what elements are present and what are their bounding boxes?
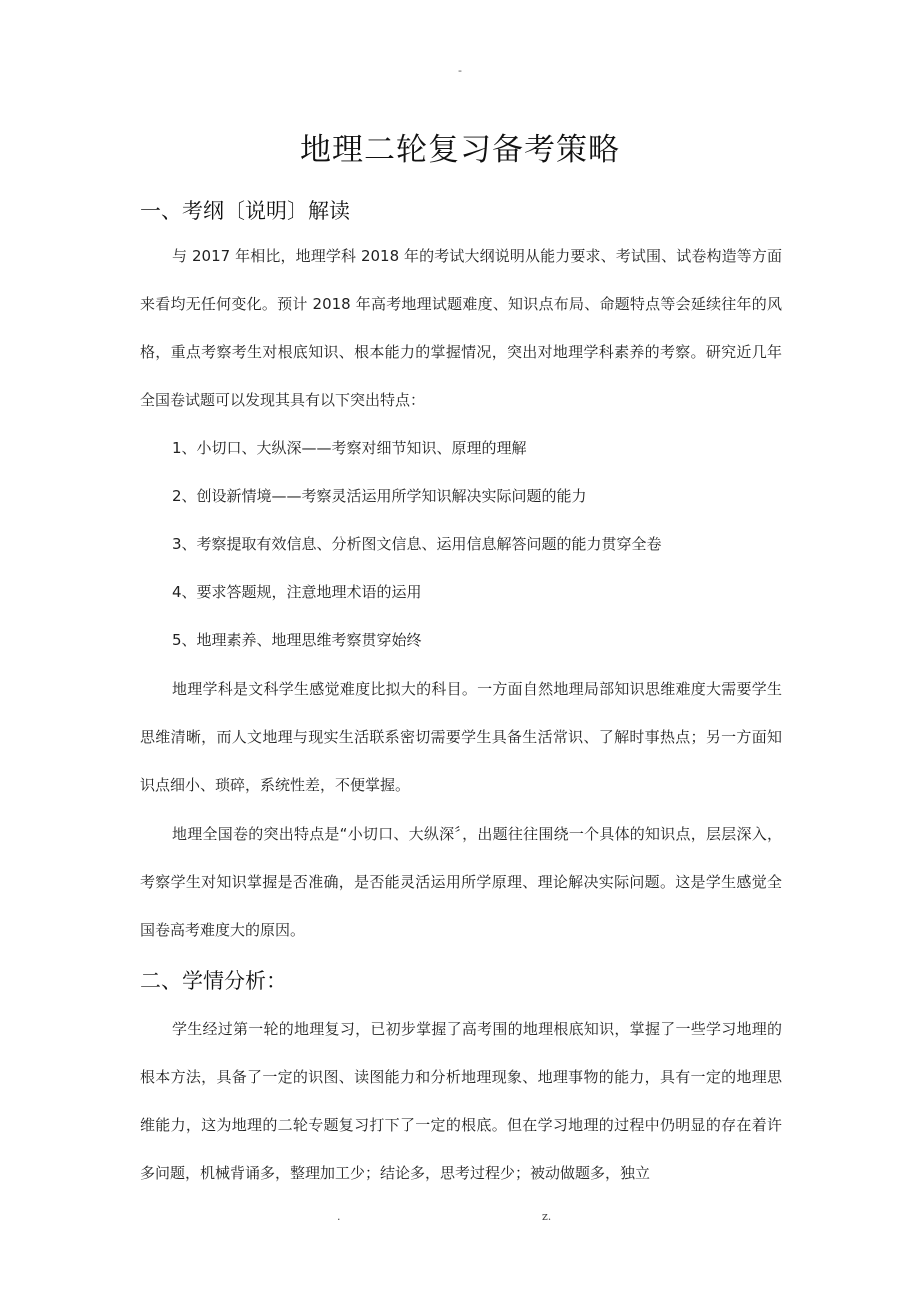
list-item: 2、创设新情境——考察灵活运用所学知识解决实际问题的能力 [172, 487, 587, 505]
section-heading-2: 二、学情分析： [140, 969, 287, 993]
footer-right-mark: z. [542, 1210, 552, 1223]
document-title: 地理二轮复习备考策略 [300, 132, 620, 168]
list-item: 4、要求答题规，注意地理术语的运用 [172, 583, 422, 601]
list-item: 5、地理素养、地理思维考察贯穿始终 [172, 631, 422, 649]
paragraph-difficulty: 地理学科是文科学生感觉难度比拟大的科目。一方面自然地理局部知识思维难度大需要学生思维清晰，而人文地理与现实生活联系密切需要学生具备生活常识、了解时事热点；另一方面知识点细小、琐碎，系统性差，不便掌握。 [140, 680, 782, 794]
section-heading-1: 一、考纲〔说明〕解读 [140, 199, 350, 223]
paragraph-features: 地理全国卷的突出特点是“小切口、大纵深〞，出题往往围绕一个具体的知识点，层层深入，考察学生对知识掌握是否准确，是否能灵活运用所学原理、理论解决实际问题。这是学生感觉全国卷高考难度大的原因。 [140, 825, 782, 939]
paragraph-student-analysis: 学生经过第一轮的地理复习，已初步掌握了高考围的地理根底知识，掌握了一些学习地理的根本方法，具备了一定的识图、读图能力和分析地理现象、地理事物的能力，具有一定的地理思维能力，这为地理的二轮专题复习打下了一定的根底。但在学习地理的过程中仍明显的存在着许多问题，机械背诵多，整理加工少；结论多，思考过程少；被动做题多，独立 [140, 1020, 782, 1182]
list-item: 1、小切口、大纵深——考察对细节知识、原理的理解 [172, 439, 527, 457]
list-item: 3、考察提取有效信息、分析图文信息、运用信息解答问题的能力贯穿全卷 [172, 535, 662, 553]
footer-left-mark: . [337, 1210, 341, 1223]
paragraph-intro: 与 2017 年相比，地理学科 2018 年的考试大纲说明从能力要求、考试围、试卷构造等方面来看均无任何变化。预计 2018 年高考地理试题难度、知识点布局、命题特点等会延续往年的风格，重点考察考生对根底知识、根本能力的掌握情况，突出对地理学科素养的考察。研究近几年全国卷试题可以发现其具有以下突出特点： [140, 247, 782, 409]
header-mark: - [458, 64, 462, 77]
